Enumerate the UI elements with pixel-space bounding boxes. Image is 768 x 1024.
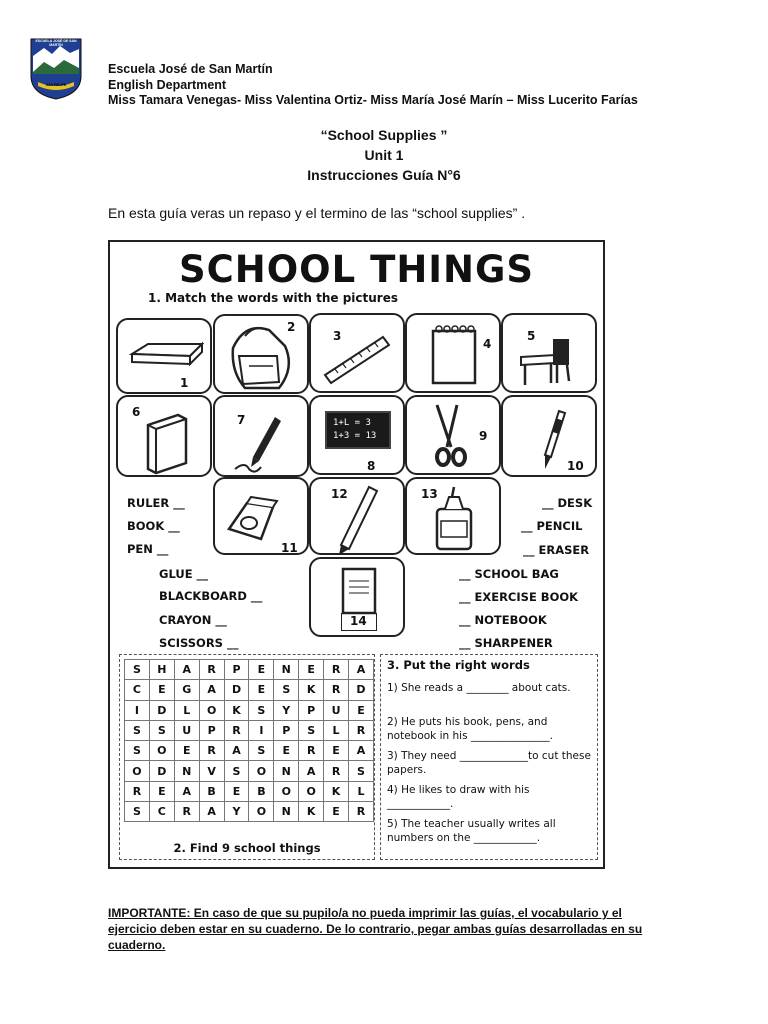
word-book: BOOK __ (127, 519, 180, 533)
word-search-cell: E (249, 680, 274, 700)
pic-number: 11 (281, 541, 298, 555)
word-search-cell: R (299, 741, 324, 761)
school-logo (30, 38, 82, 100)
word-pencil: __ PENCIL (521, 519, 583, 533)
word-search-cell: O (149, 741, 174, 761)
word-search-cell: S (125, 802, 150, 822)
desk-icon (503, 315, 599, 395)
sentence-4: 4) He likes to draw with his ____________. (387, 784, 530, 810)
word-search-cell: K (299, 680, 324, 700)
word-search-cell: A (199, 802, 224, 822)
word-search-cell: N (274, 761, 299, 781)
word-search-cell: O (299, 781, 324, 801)
word-scissors: SCISSORS __ (159, 636, 239, 650)
pic-number: 3 (333, 329, 342, 343)
word-search-cell: E (249, 660, 274, 680)
word-search-cell: E (174, 741, 199, 761)
pic-number: 4 (483, 337, 492, 351)
word-search-cell: O (274, 781, 299, 801)
word-search-cell: S (299, 720, 324, 740)
word-search-cell: R (349, 802, 374, 822)
word-search-cell: D (349, 680, 374, 700)
word-search-cell: R (324, 680, 349, 700)
word-eraser: __ ERASER (523, 543, 590, 557)
word-search-cell: E (274, 741, 299, 761)
word-school-bag: __ SCHOOL BAG (459, 567, 559, 581)
notebook-icon (407, 315, 503, 395)
pen-icon (503, 397, 599, 479)
backpack-icon (215, 316, 311, 396)
blackboard-line: 1+3 = 13 (333, 431, 377, 441)
sentence-3: 3) They need _____________to cut these papers. (387, 750, 591, 776)
word-search-cell: E (324, 802, 349, 822)
word-search-cell: I (125, 700, 150, 720)
picture-blackboard (309, 395, 405, 475)
word-search-cell: G (174, 680, 199, 700)
doc-guide: Instrucciones Guía N°6 (307, 167, 461, 183)
pic-number: 8 (367, 459, 376, 473)
word-search-cell: Y (274, 700, 299, 720)
word-search-cell: D (149, 700, 174, 720)
word-search-cell: R (199, 741, 224, 761)
worksheet (108, 240, 605, 869)
word-search-cell: S (249, 741, 274, 761)
school-name: Escuela José de San Martín (108, 62, 273, 76)
fill-in-exercise (380, 654, 598, 860)
word-pen: PEN __ (127, 542, 169, 556)
doc-unit: Unit 1 (364, 147, 404, 163)
blackboard (325, 411, 391, 449)
word-search-cell: O (249, 802, 274, 822)
word-search-cell: K (324, 781, 349, 801)
word-search-cell: B (199, 781, 224, 801)
word-search-row (125, 720, 374, 740)
word-search-cell: O (125, 761, 150, 781)
sentence-5: 5) The teacher usually writes all numbers on the ____________. (387, 818, 556, 844)
word-search (119, 654, 375, 860)
ruler-icon (311, 315, 407, 395)
word-search-cell: R (199, 660, 224, 680)
word-crayon: CRAYON __ (159, 613, 227, 627)
word-search-cell: P (224, 660, 249, 680)
blackboard-line: 1+L = 3 (333, 418, 371, 428)
pic-number: 10 (567, 459, 584, 473)
word-search-cell: E (299, 660, 324, 680)
pic-number: 5 (527, 329, 536, 343)
exercise-3-title: 3. Put the right words (387, 658, 530, 672)
word-search-cell: R (174, 802, 199, 822)
logo-bottom-text: SAN FELIPE (45, 83, 67, 87)
word-search-cell: H (149, 660, 174, 680)
pic-number: 14 (350, 614, 367, 628)
doc-title: “School Supplies ” (320, 127, 448, 143)
word-search-cell: R (349, 720, 374, 740)
department: English Department (108, 78, 227, 92)
scissors-icon (407, 397, 503, 477)
word-search-cell: U (324, 700, 349, 720)
word-search-row (125, 680, 374, 700)
word-search-cell: A (299, 761, 324, 781)
picture-exercise-book (116, 395, 212, 477)
logo-text: ESCUELA JOSÉ DE SAN MARTÍN (35, 39, 77, 47)
eraser-icon (118, 320, 214, 396)
word-search-cell: O (199, 700, 224, 720)
word-search-row (125, 741, 374, 761)
word-search-cell: D (224, 680, 249, 700)
picture-pen (501, 395, 597, 477)
pic-number: 7 (237, 413, 246, 427)
pic-number: 9 (479, 429, 488, 443)
word-search-cell: A (199, 680, 224, 700)
word-search-row (125, 761, 374, 781)
intro-text: En esta guía veras un repaso y el termino de las “school supplies” . (108, 205, 526, 221)
word-search-grid (124, 659, 374, 822)
word-search-cell: L (174, 700, 199, 720)
crayon-icon (215, 397, 311, 479)
word-sharpener: __ SHARPENER (459, 636, 553, 650)
pic-number: 1 (180, 376, 189, 390)
word-search-cell: P (299, 700, 324, 720)
word-search-cell: A (349, 741, 374, 761)
picture-crayon (213, 395, 309, 477)
exercise-1-title: 1. Match the words with the pictures (148, 291, 398, 305)
word-ruler: RULER __ (127, 496, 185, 510)
picture-eraser (116, 318, 212, 394)
word-search-cell: U (174, 720, 199, 740)
word-notebook: __ NOTEBOOK (459, 613, 547, 627)
word-search-cell: E (224, 781, 249, 801)
picture-ruler (309, 313, 405, 393)
picture-pencil (309, 477, 405, 555)
word-search-cell: S (249, 700, 274, 720)
word-search-cell: S (149, 720, 174, 740)
word-search-cell: P (199, 720, 224, 740)
word-search-cell: S (125, 741, 150, 761)
word-search-cell: K (299, 802, 324, 822)
pic-number: 13 (421, 487, 438, 501)
word-search-cell: O (249, 761, 274, 781)
word-search-cell: N (174, 761, 199, 781)
word-search-cell: B (249, 781, 274, 801)
word-search-cell: Y (224, 802, 249, 822)
word-search-row (125, 700, 374, 720)
word-search-cell: K (224, 700, 249, 720)
sentence-2: 2) He puts his book, pens, and notebook in his _______________. (387, 716, 553, 742)
word-search-cell: R (324, 660, 349, 680)
word-search-cell: N (274, 802, 299, 822)
word-search-cell: S (125, 660, 150, 680)
word-search-cell: E (149, 781, 174, 801)
picture-school-bag (213, 314, 309, 394)
word-search-cell: E (349, 700, 374, 720)
picture-scissors (405, 395, 501, 475)
picture-notebook (405, 313, 501, 393)
teachers: Miss Tamara Venegas- Miss Valentina Ortiz- Miss María José Marín – Miss Lucerito Farías (108, 93, 638, 107)
picture-desk (501, 313, 597, 393)
picture-notebook-2 (309, 557, 405, 637)
worksheet-title: SCHOOL THINGS (178, 248, 535, 291)
word-search-cell: A (224, 741, 249, 761)
picture-glue (405, 477, 501, 555)
word-search-cell: A (349, 660, 374, 680)
word-search-row (125, 660, 374, 680)
word-search-cell: E (149, 680, 174, 700)
word-exercise-book: __ EXERCISE BOOK (459, 590, 579, 604)
word-search-row (125, 781, 374, 801)
pic-number: 2 (287, 320, 296, 334)
word-blackboard: BLACKBOARD __ (159, 589, 263, 603)
exercise-2-title: 2. Find 9 school things (173, 841, 321, 855)
word-search-cell: C (125, 680, 150, 700)
word-glue: GLUE __ (159, 567, 209, 581)
word-search-cell: C (149, 802, 174, 822)
word-search-cell: S (125, 720, 150, 740)
word-search-cell: R (125, 781, 150, 801)
word-search-cell: A (174, 781, 199, 801)
picture-sharpener (213, 477, 309, 555)
pic-number: 12 (331, 487, 348, 501)
word-search-cell: R (224, 720, 249, 740)
word-search-cell: N (274, 660, 299, 680)
word-desk: __ DESK (542, 496, 593, 510)
word-search-cell: S (349, 761, 374, 781)
pencil-icon (311, 479, 407, 557)
word-search-cell: L (349, 781, 374, 801)
word-search-cell: P (274, 720, 299, 740)
word-search-row (125, 802, 374, 822)
word-search-cell: E (324, 741, 349, 761)
word-search-cell: D (149, 761, 174, 781)
pic-number: 6 (132, 405, 141, 419)
important-note: IMPORTANTE: En caso de que su pupilo/a no pueda imprimir las guías, el vocabulario y el ejercicio deben estar en su cuaderno. De lo contrario, pegar ambas guías desarrolladas en su cuaderno. (108, 906, 643, 952)
word-search-cell: L (324, 720, 349, 740)
sentence-1: 1) She reads a ________ about cats. (387, 682, 571, 694)
word-search-cell: V (199, 761, 224, 781)
word-search-cell: S (224, 761, 249, 781)
word-search-cell: I (249, 720, 274, 740)
word-search-cell: A (174, 660, 199, 680)
word-search-cell: R (324, 761, 349, 781)
word-search-cell: S (274, 680, 299, 700)
